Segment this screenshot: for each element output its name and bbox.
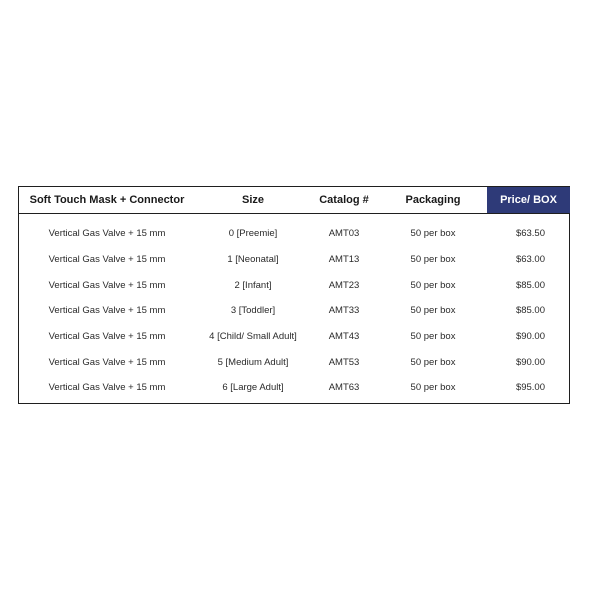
cell-price: $95.00 [515,382,545,394]
header-price: Price/ BOX [487,187,570,213]
cell-product: Vertical Gas Valve + 15 mm [48,228,166,240]
table-body [19,221,569,401]
cell-packaging: 50 per box [410,254,456,266]
product-price-table [18,186,570,404]
cell-product: Vertical Gas Valve + 15 mm [48,279,166,291]
table-row [19,349,569,375]
cell-product: Vertical Gas Valve + 15 mm [48,382,166,394]
cell-size: 2 [Infant] [234,279,272,291]
cell-price: $90.00 [515,356,545,368]
table-header-row [19,187,569,214]
cell-product: Vertical Gas Valve + 15 mm [48,356,166,368]
cell-size: 6 [Large Adult] [222,382,284,394]
cell-packaging: 50 per box [410,382,456,394]
cell-packaging: 50 per box [410,305,456,317]
cell-packaging: 50 per box [410,228,456,240]
table-row [19,324,569,350]
table-row [19,298,569,324]
cell-packaging: 50 per box [410,356,456,368]
cell-catalog: AMT33 [328,305,360,317]
cell-catalog: AMT13 [328,254,360,266]
cell-packaging: 50 per box [410,331,456,343]
cell-size: 5 [Medium Adult] [217,356,289,368]
table-row [19,272,569,298]
cell-price: $63.50 [515,228,545,240]
cell-price: $90.00 [515,331,545,343]
cell-product: Vertical Gas Valve + 15 mm [48,305,166,317]
cell-catalog: AMT63 [328,382,360,394]
cell-catalog: AMT53 [328,356,360,368]
table-row [19,221,569,247]
cell-catalog: AMT43 [328,331,360,343]
cell-size: 4 [Child/ Small Adult] [209,331,297,343]
header-product: Soft Touch Mask + Connector [29,194,185,206]
cell-price: $85.00 [515,279,545,291]
cell-size: 1 [Neonatal] [227,254,279,266]
cell-packaging: 50 per box [410,279,456,291]
header-catalog: Catalog # [319,194,369,206]
cell-size: 0 [Preemie] [228,228,278,240]
cell-price: $85.00 [515,305,545,317]
table-row [19,247,569,273]
cell-size: 3 [Toddler] [230,305,276,317]
cell-product: Vertical Gas Valve + 15 mm [48,254,166,266]
cell-catalog: AMT23 [328,279,360,291]
cell-catalog: AMT03 [328,228,360,240]
header-packaging: Packaging [405,194,461,206]
table-row [19,375,569,401]
header-size: Size [241,194,264,206]
cell-product: Vertical Gas Valve + 15 mm [48,331,166,343]
cell-price: $63.00 [515,254,545,266]
